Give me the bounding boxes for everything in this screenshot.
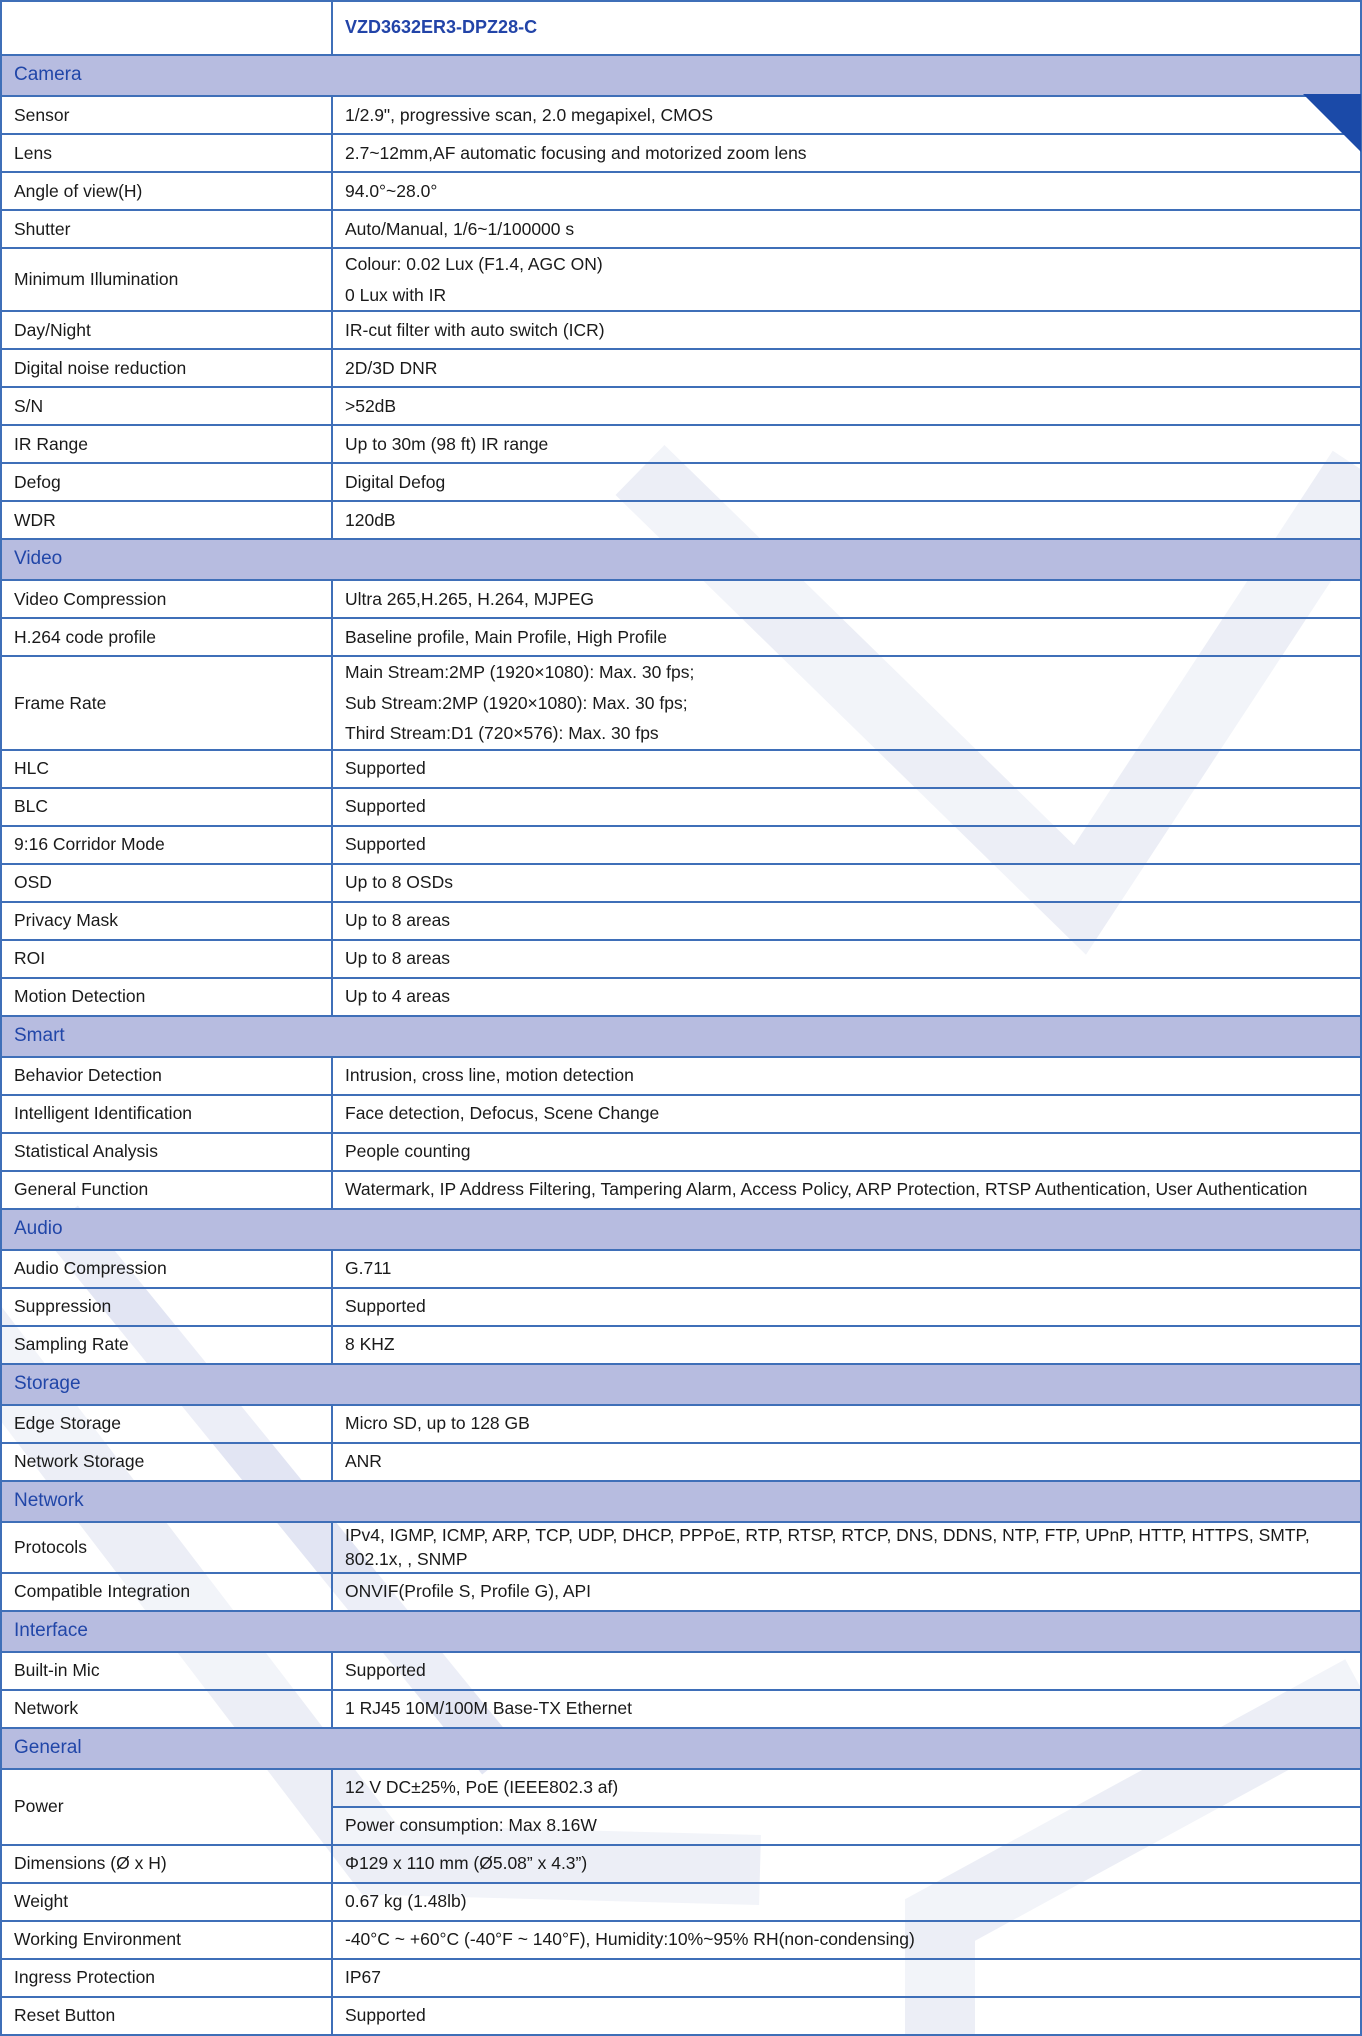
- spec-value: Supported: [345, 796, 426, 817]
- spec-value-cell: [332, 580, 1361, 618]
- spec-value: -40°C ~ +60°C (-40°F ~ 140°F), Humidity:10%~95% RH(non-condensing): [345, 1929, 915, 1950]
- spec-row: [1, 864, 1361, 902]
- spec-label: Dimensions (Ø x H): [1, 1845, 332, 1883]
- section-header-row: [1, 1728, 1361, 1769]
- spec-value-cell: [332, 1171, 1361, 1209]
- spec-label: Audio Compression: [1, 1250, 332, 1288]
- spec-value: Main Stream:2MP (1920×1080): Max. 30 fps;: [345, 662, 695, 682]
- spec-value-cell: [332, 425, 1361, 463]
- spec-row: [1, 1921, 1361, 1959]
- section-title: Interface: [1, 1611, 1361, 1652]
- spec-label: Network Storage: [1, 1443, 332, 1481]
- spec-row: [1, 1997, 1361, 2035]
- spec-row: [1, 1288, 1361, 1326]
- spec-label: Protocols: [1, 1522, 332, 1573]
- spec-value: Up to 30m (98 ft) IR range: [345, 433, 549, 454]
- spec-label: IR Range: [1, 425, 332, 463]
- spec-label: Statistical Analysis: [1, 1133, 332, 1171]
- spec-value-cell: [332, 1690, 1361, 1728]
- spec-value: Up to 8 areas: [345, 948, 451, 969]
- spec-value: Face detection, Defocus, Scene Change: [345, 1103, 660, 1124]
- spec-value: Colour: 0.02 Lux (F1.4, AGC ON): [345, 254, 603, 274]
- spec-label: WDR: [1, 501, 332, 539]
- spec-value-cell: [332, 210, 1361, 248]
- spec-label: Digital noise reduction: [1, 349, 332, 387]
- spec-value: >52dB: [345, 395, 397, 416]
- spec-label: Network: [1, 1690, 332, 1728]
- spec-value: Digital Defog: [345, 471, 446, 492]
- spec-value-cell: [332, 864, 1361, 902]
- spec-value-cell: [332, 387, 1361, 425]
- spec-value: Supported: [345, 1296, 426, 1317]
- spec-row: [1, 1883, 1361, 1921]
- spec-value-cell: [332, 1288, 1361, 1326]
- spec-label: Sensor: [1, 96, 332, 134]
- spec-value-cell: [332, 349, 1361, 387]
- spec-label: Shutter: [1, 210, 332, 248]
- spec-label: Defog: [1, 463, 332, 501]
- spec-value-cell: [332, 96, 1361, 134]
- spec-value-cell: [332, 1652, 1361, 1690]
- spec-value-cell: [332, 826, 1361, 864]
- spec-value-cell: [332, 1133, 1361, 1171]
- spec-value-cell: [332, 1959, 1361, 1997]
- section-title: Storage: [1, 1364, 1361, 1405]
- section-header-row: [1, 1611, 1361, 1652]
- spec-label: Day/Night: [1, 311, 332, 349]
- spec-value-cell: [332, 940, 1361, 978]
- section-title: General: [1, 1728, 1361, 1769]
- spec-label: Weight: [1, 1883, 332, 1921]
- spec-label: Intelligent Identification: [1, 1095, 332, 1133]
- spec-value: Supported: [345, 758, 426, 779]
- spec-label: S/N: [1, 387, 332, 425]
- spec-value: 2D/3D DNR: [345, 357, 438, 378]
- spec-value-cell: [332, 788, 1361, 826]
- spec-label: Angle of view(H): [1, 172, 332, 210]
- model-name: VZD3632ER3-DPZ28-C: [332, 1, 1361, 55]
- spec-value-cell: [332, 1443, 1361, 1481]
- spec-value: 0 Lux with IR: [345, 284, 447, 305]
- spec-row: [1, 618, 1361, 656]
- spec-value: Up to 8 OSDs: [345, 872, 453, 893]
- spec-label: Working Environment: [1, 1921, 332, 1959]
- spec-label: OSD: [1, 864, 332, 902]
- section-title: Audio: [1, 1209, 1361, 1250]
- spec-row: [1, 750, 1361, 788]
- spec-value-cell: [332, 978, 1361, 1016]
- spec-value: Supported: [345, 834, 426, 855]
- corner-triangle-icon: [1303, 94, 1361, 152]
- spec-value: 12 V DC±25%, PoE (IEEE802.3 af): [332, 1769, 1361, 1807]
- section-header-row: [1, 539, 1361, 580]
- spec-value-cell: [332, 1405, 1361, 1443]
- spec-value: 94.0°~28.0°: [345, 180, 438, 201]
- spec-value: IPv4, IGMP, ICMP, ARP, TCP, UDP, DHCP, PPPoE, RTP, RTSP, RTCP, DNS, DDNS, NTP, FTP, UPnP, HTTP, HTTPS, SMTP, 802.1x, , SNMP: [345, 1524, 1310, 1569]
- spec-row: [1, 1690, 1361, 1728]
- section-title: Smart: [1, 1016, 1361, 1057]
- spec-value: Baseline profile, Main Profile, High Profile: [345, 626, 667, 647]
- spec-label: Frame Rate: [1, 656, 332, 750]
- table-header-row: [1, 1, 1361, 55]
- spec-value: 1/2.9", progressive scan, 2.0 megapixel, CMOS: [345, 104, 714, 125]
- spec-label: ROI: [1, 940, 332, 978]
- spec-row: [1, 172, 1361, 210]
- spec-row: [1, 1959, 1361, 1997]
- section-title: Network: [1, 1481, 1361, 1522]
- spec-value: Watermark, IP Address Filtering, Tampering Alarm, Access Policy, ARP Protection, RTSP Authentication, User Authentication: [345, 1179, 1308, 1200]
- spec-label: H.264 code profile: [1, 618, 332, 656]
- spec-value-cell: [332, 1250, 1361, 1288]
- spec-value: Power consumption: Max 8.16W: [332, 1807, 1361, 1845]
- spec-row: [1, 940, 1361, 978]
- spec-row: [1, 248, 1361, 311]
- spec-value: 120dB: [345, 509, 396, 530]
- spec-row: [1, 1171, 1361, 1209]
- spec-row: [1, 387, 1361, 425]
- spec-value-cell: [332, 1997, 1361, 2035]
- spec-value-cell: [332, 172, 1361, 210]
- spec-value-cell: [332, 656, 1361, 750]
- spec-value: Sub Stream:2MP (1920×1080): Max. 30 fps;: [345, 692, 688, 713]
- spec-label: Built-in Mic: [1, 1652, 332, 1690]
- spec-label: Lens: [1, 134, 332, 172]
- spec-value-cell: [332, 1573, 1361, 1611]
- spec-row: [1, 1652, 1361, 1690]
- spec-value: Third Stream:D1 (720×576): Max. 30 fps: [345, 723, 659, 743]
- spec-row: [1, 1769, 1361, 1807]
- spec-row: [1, 311, 1361, 349]
- spec-row: [1, 1326, 1361, 1364]
- spec-value-cell: [332, 1326, 1361, 1364]
- spec-value: 2.7~12mm,AF automatic focusing and motorized zoom lens: [345, 142, 807, 163]
- spec-label: Sampling Rate: [1, 1326, 332, 1364]
- spec-label: Reset Button: [1, 1997, 332, 2035]
- spec-label: Power: [1, 1769, 332, 1845]
- spec-value: Supported: [345, 2005, 426, 2026]
- spec-row: [1, 96, 1361, 134]
- spec-label: BLC: [1, 788, 332, 826]
- section-header-row: [1, 1364, 1361, 1405]
- spec-row: [1, 425, 1361, 463]
- section-title: Camera: [1, 55, 1361, 96]
- spec-row: [1, 656, 1361, 750]
- spec-label: Privacy Mask: [1, 902, 332, 940]
- spec-value-cell: [332, 1921, 1361, 1959]
- spec-value-cell: [332, 902, 1361, 940]
- spec-value: Supported: [345, 1660, 426, 1681]
- spec-value: 8 KHZ: [345, 1334, 395, 1355]
- section-header-row: [1, 55, 1361, 96]
- spec-value: Up to 8 areas: [345, 910, 451, 931]
- spec-row: [1, 902, 1361, 940]
- spec-row: [1, 978, 1361, 1016]
- spec-row: [1, 580, 1361, 618]
- spec-value: Intrusion, cross line, motion detection: [345, 1065, 634, 1086]
- spec-value-cell: [332, 1057, 1361, 1095]
- spec-value: ANR: [345, 1451, 382, 1472]
- spec-row: [1, 210, 1361, 248]
- section-header-row: [1, 1016, 1361, 1057]
- spec-value: IR-cut filter with auto switch (ICR): [345, 319, 605, 340]
- spec-value: 0.67 kg (1.48lb): [345, 1891, 467, 1912]
- spec-label: Motion Detection: [1, 978, 332, 1016]
- spec-row: [1, 826, 1361, 864]
- spec-value-cell: [332, 311, 1361, 349]
- spec-value-cell: [332, 750, 1361, 788]
- spec-row: [1, 1250, 1361, 1288]
- spec-value: Ultra 265,H.265, H.264, MJPEG: [345, 588, 594, 609]
- spec-row: [1, 788, 1361, 826]
- spec-value: IP67: [345, 1967, 381, 1988]
- spec-label: Suppression: [1, 1288, 332, 1326]
- spec-row: [1, 1522, 1361, 1573]
- section-title: Video: [1, 539, 1361, 580]
- spec-row: [1, 501, 1361, 539]
- spec-value: People counting: [345, 1141, 471, 1162]
- spec-label: Compatible Integration: [1, 1573, 332, 1611]
- spec-value: Up to 4 areas: [345, 986, 451, 1007]
- spec-value-cell: [332, 248, 1361, 311]
- spec-label: 9:16 Corridor Mode: [1, 826, 332, 864]
- spec-label: Behavior Detection: [1, 1057, 332, 1095]
- spec-value-cell: [332, 1522, 1361, 1573]
- spec-value: 1 RJ45 10M/100M Base-TX Ethernet: [345, 1698, 632, 1719]
- spec-row: [1, 1405, 1361, 1443]
- spec-label: Ingress Protection: [1, 1959, 332, 1997]
- spec-row: [1, 134, 1361, 172]
- spec-value: Micro SD, up to 128 GB: [345, 1413, 530, 1434]
- spec-row: [1, 1095, 1361, 1133]
- spec-value: Φ129 x 110 mm (Ø5.08” x 4.3”): [345, 1853, 588, 1874]
- spec-row: [1, 349, 1361, 387]
- spec-row: [1, 1443, 1361, 1481]
- spec-value-cell: [332, 618, 1361, 656]
- spec-row: [1, 1573, 1361, 1611]
- spec-label: Video Compression: [1, 580, 332, 618]
- spec-value-cell: [332, 134, 1361, 172]
- spec-label: General Function: [1, 1171, 332, 1209]
- header-blank-cell: [1, 1, 332, 55]
- section-header-row: [1, 1481, 1361, 1522]
- spec-row: [1, 1133, 1361, 1171]
- spec-row: [1, 1057, 1361, 1095]
- spec-value-cell: [332, 1883, 1361, 1921]
- spec-label: Minimum Illumination: [1, 248, 332, 311]
- spec-row: [1, 463, 1361, 501]
- spec-value: G.711: [345, 1258, 392, 1279]
- spec-value-cell: [332, 463, 1361, 501]
- spec-label: Edge Storage: [1, 1405, 332, 1443]
- spec-value: Auto/Manual, 1/6~1/100000 s: [345, 218, 575, 239]
- spec-value-cell: [332, 1845, 1361, 1883]
- spec-label: HLC: [1, 750, 332, 788]
- section-header-row: [1, 1209, 1361, 1250]
- spec-value: ONVIF(Profile S, Profile G), API: [345, 1581, 592, 1602]
- spec-row: [1, 1845, 1361, 1883]
- spec-value-cell: [332, 1095, 1361, 1133]
- spec-value-cell: [332, 501, 1361, 539]
